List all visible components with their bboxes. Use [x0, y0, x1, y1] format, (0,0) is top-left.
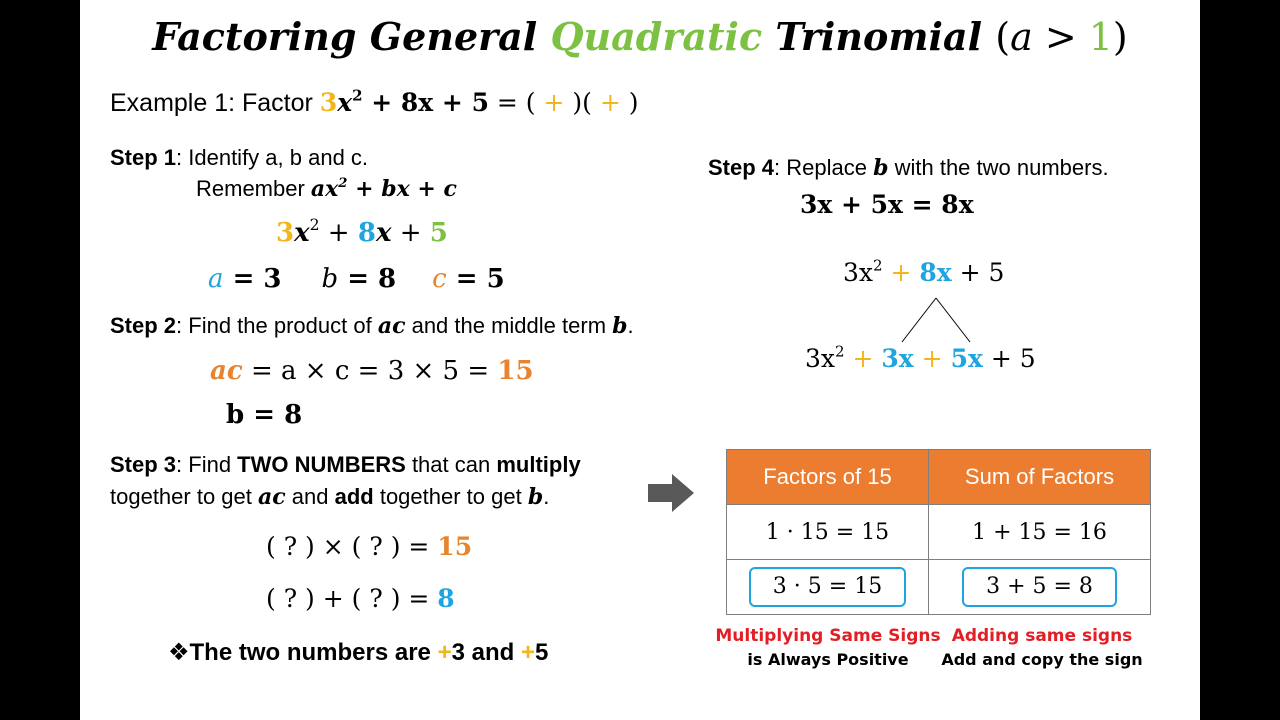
table-cell: [727, 560, 929, 615]
highlighted-factor-sum: 3 + 5 = 8: [962, 567, 1117, 607]
tree-bottom-expression: $3x^2 + 3x + 5x + 5$: [805, 342, 1036, 373]
step4-equation: 3x + 5x = 8x: [800, 190, 974, 219]
table-row: [727, 560, 1151, 615]
highlighted-factor-pair: 3 · 5 = 15: [749, 567, 906, 607]
split-lines: [898, 296, 974, 344]
right-arrow-icon: [648, 474, 696, 512]
table-cell: 1 · 15 = 15: [727, 505, 929, 560]
step3-multiply-question: ( ? ) × ( ? ) = 15: [266, 532, 473, 561]
diamond-bullet-icon: ❖: [168, 639, 190, 666]
step3-heading: Step 3: Find TWO NUMBERS that can multiply: [110, 452, 581, 477]
step3-line2: together to get ac and add together to get b.: [110, 484, 550, 510]
table-header-row: [727, 450, 1151, 505]
table-cell: 1 + 15 = 16: [929, 505, 1151, 560]
table-header: Sum of Factors: [929, 450, 1151, 505]
step1-remember: Remember $ax^2$ + bx + c: [196, 175, 457, 202]
note-adding: Adding same signs Add and copy the sign: [941, 626, 1143, 669]
step1-polynomial: $3x^2 + 8x + 5$: [276, 216, 448, 248]
step2-heading: Step 2: Find the product of ac and the middle term b.: [110, 313, 634, 339]
step2-product: ac = a × c = 3 × 5 = 15: [210, 356, 534, 386]
table-row: [727, 505, 1151, 560]
table-header: Factors of 15: [727, 450, 929, 505]
slide: [80, 0, 1200, 720]
step2-b-value: b = 8: [226, 400, 303, 430]
step3-add-question: ( ? ) + ( ? ) = 8: [266, 584, 455, 613]
note-multiplying: Multiplying Same Signs is Always Positive: [715, 626, 941, 669]
step3-conclusion: ❖The two numbers are +3 and +5: [168, 639, 549, 666]
step4-heading: Step 4: Replace b with the two numbers.: [708, 155, 1109, 181]
step1-heading: Step 1: Identify a, b and c.: [110, 145, 369, 170]
factors-table: [726, 449, 1151, 615]
page-title: Factoring General Quadratic Trinomial (a > 1): [152, 14, 1128, 59]
example-line: Example 1: Factor $3x^2 + 8x + 5$ = ( + )( + ): [110, 86, 639, 117]
tree-top-expression: $3x^2 + 8x + 5$: [843, 256, 1005, 287]
table-cell: [929, 560, 1151, 615]
step1-values: a = 3 b = 8 c = 5: [208, 264, 505, 294]
